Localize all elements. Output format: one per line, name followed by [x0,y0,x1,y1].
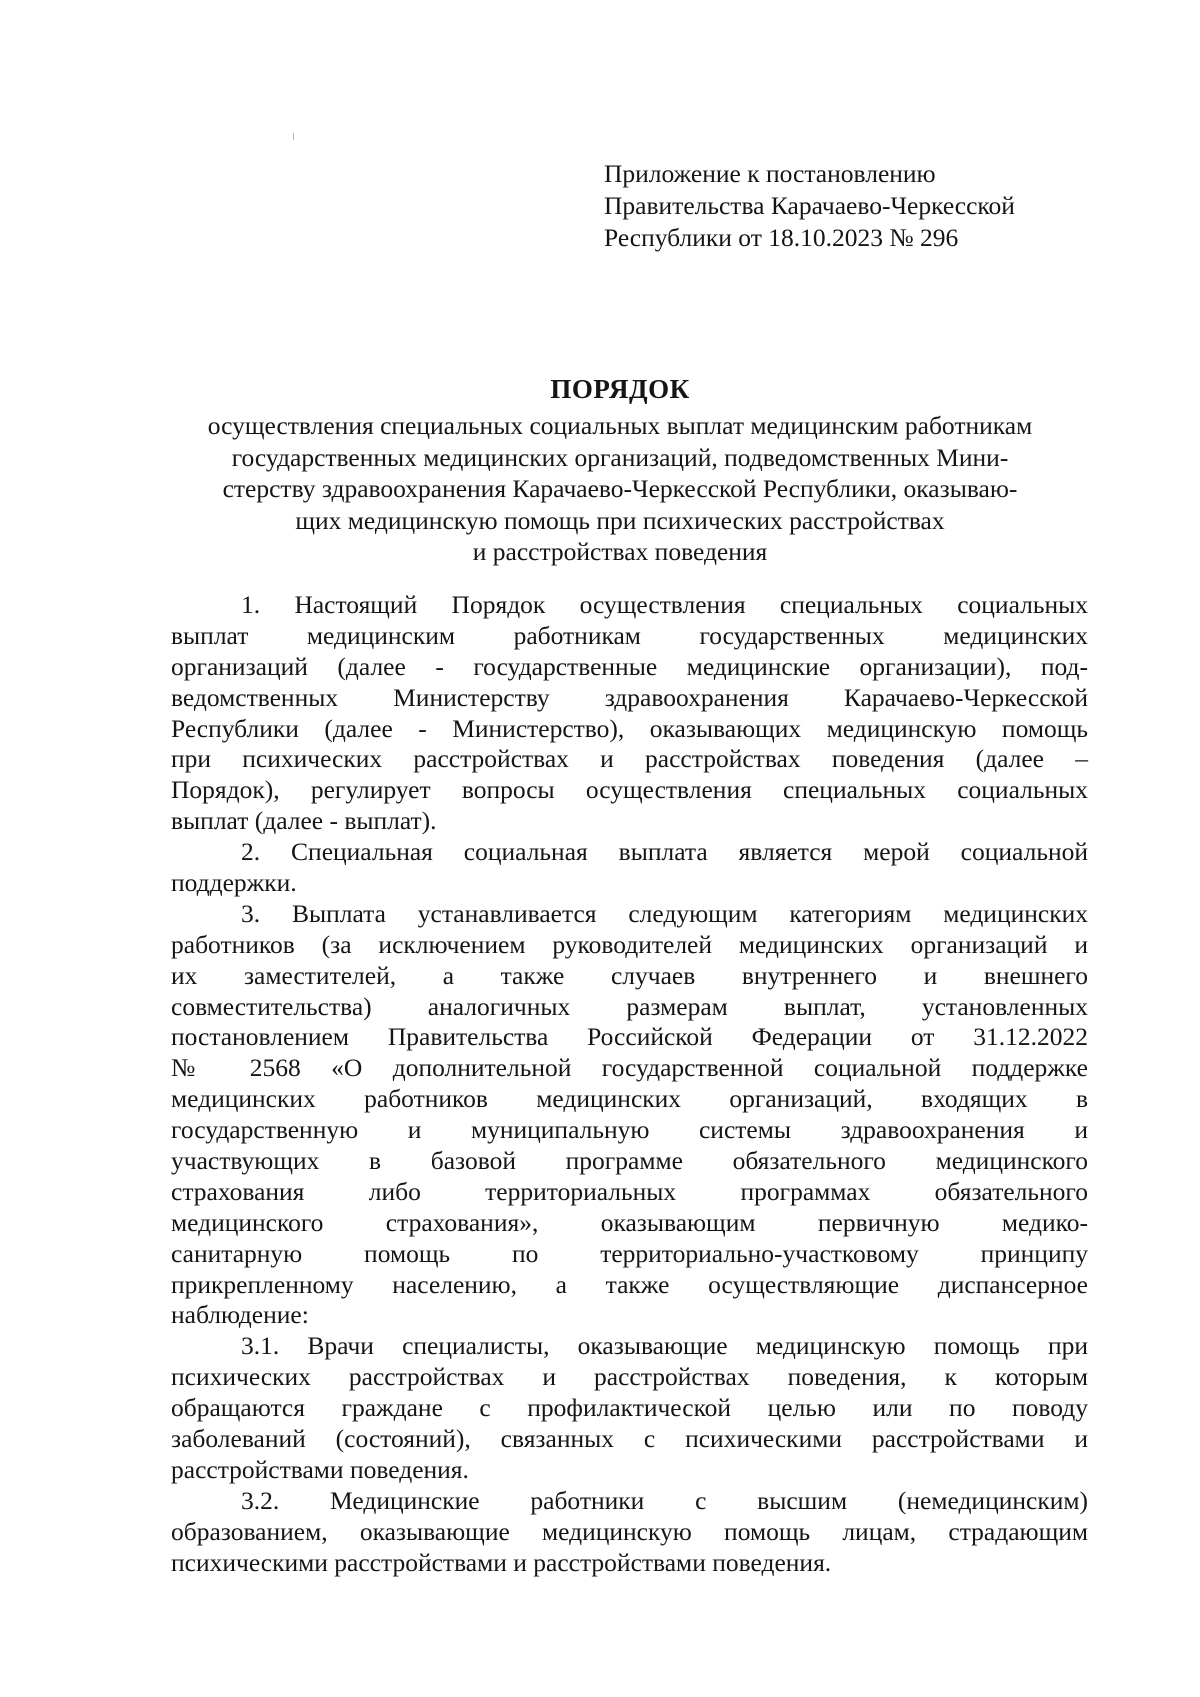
paragraph-5 [171,1486,1088,1579]
appendix-line: Правительства Карачаево-Черкесской [604,191,1015,220]
paragraph-line: постановлением Правительства Российской Федерации от 31.12.2022 [171,1022,1088,1052]
paragraph-line: выплат медицинским работникам государственных медицинских [171,620,1088,650]
paragraph-line: заболеваний (состояний), связанных с психическими расстройствами и [171,1424,1088,1454]
paragraph-line: их заместителей, а также случаев внутреннего и внешнего [171,960,1088,990]
paragraph-line: Республики (далее - Министерство), оказывающих медицинскую помощь [171,713,1088,743]
paragraph-line: медицинских работников медицинских организаций, входящих в [171,1084,1088,1114]
appendix-line: Республики от 18.10.2023 № 296 [604,223,959,252]
scan-speck [293,133,294,140]
paragraph-line: страхования либо территориальных программах обязательного [171,1176,1088,1206]
subtitle-line: государственных медицинских организаций, подведомственных Мини- [231,442,1009,472]
paragraph-line: совместительства) аналогичных размерам выплат, установленных [171,991,1088,1021]
title-block [160,372,1080,568]
subtitle-line: стерству здравоохранения Карачаево-Черкесской Республики, оказываю- [222,474,1018,503]
paragraph-line: образованием, оказывающие медицинскую помощь лицам, страдающим [171,1516,1088,1546]
paragraph-line: психических расстройствах и расстройствах поведения, к которым [171,1362,1088,1392]
paragraph-line: наблюдение: [171,1300,309,1330]
paragraph-line: расстройствами поведения. [171,1454,469,1484]
paragraph-line: организаций (далее - государственные медицинские организации), под- [171,651,1088,681]
appendix-line: Приложение к постановлению [604,159,936,188]
paragraph-1 [171,590,1088,837]
document-subtitle [160,410,1080,568]
paragraph-line: 3. Выплата устанавливается следующим категориям медицинских [241,898,1088,928]
paragraph-line: государственную и муниципальную системы здравоохранения и [171,1115,1088,1145]
paragraph-line: 3.1. Врачи специалисты, оказывающие медицинскую помощь при [241,1331,1088,1361]
paragraph-line: 3.2. Медицинские работники с высшим (немедицинским) [241,1485,1088,1515]
appendix-header [604,158,1124,254]
paragraph-line: поддержки. [171,868,297,898]
document-body [171,590,1088,1579]
paragraph-3 [171,899,1088,1331]
paragraph-line: участвующих в базовой программе обязательного медицинского [171,1146,1088,1176]
paragraph-line: медицинского страхования», оказывающим первичную медико- [171,1207,1088,1237]
subtitle-line: осуществления специальных социальных выплат медицинским работникам [207,411,1033,440]
paragraph-line: 1. Настоящий Порядок осуществления специальных социальных [241,590,1088,619]
subtitle-line: и расстройствах поведения [472,537,768,566]
subtitle-line: щих медицинскую помощь при психических расстройствах [295,505,945,535]
paragraph-line: обращаются граждане с профилактической целью или по поводу [171,1393,1088,1423]
paragraph-line: 2. Специальная социальная выплата является мерой социальной [241,837,1088,867]
paragraph-4 [171,1331,1088,1485]
paragraph-line: Порядок), регулирует вопросы осуществления специальных социальных [171,775,1088,805]
paragraph-line: психическими расстройствами и расстройствами поведения. [171,1547,832,1577]
paragraph-line: ведомственных Министерству здравоохранения Карачаево-Черкесской [171,682,1088,712]
document-title: ПОРЯДОК [550,374,690,404]
paragraph-line: прикрепленному населению, а также осуществляющие диспансерное [171,1269,1088,1299]
paragraph-line: при психических расстройствах и расстройствах поведения (далее – [171,744,1088,774]
paragraph-2 [171,837,1088,899]
paragraph-line: санитарную помощь по территориально-участковому принципу [171,1238,1088,1268]
paragraph-line: работников (за исключением руководителей медицинских организаций и [171,929,1088,959]
paragraph-line: № 2568 «О дополнительной государственной социальной поддержке [171,1053,1088,1083]
paragraph-line: выплат (далее - выплат). [171,806,437,836]
